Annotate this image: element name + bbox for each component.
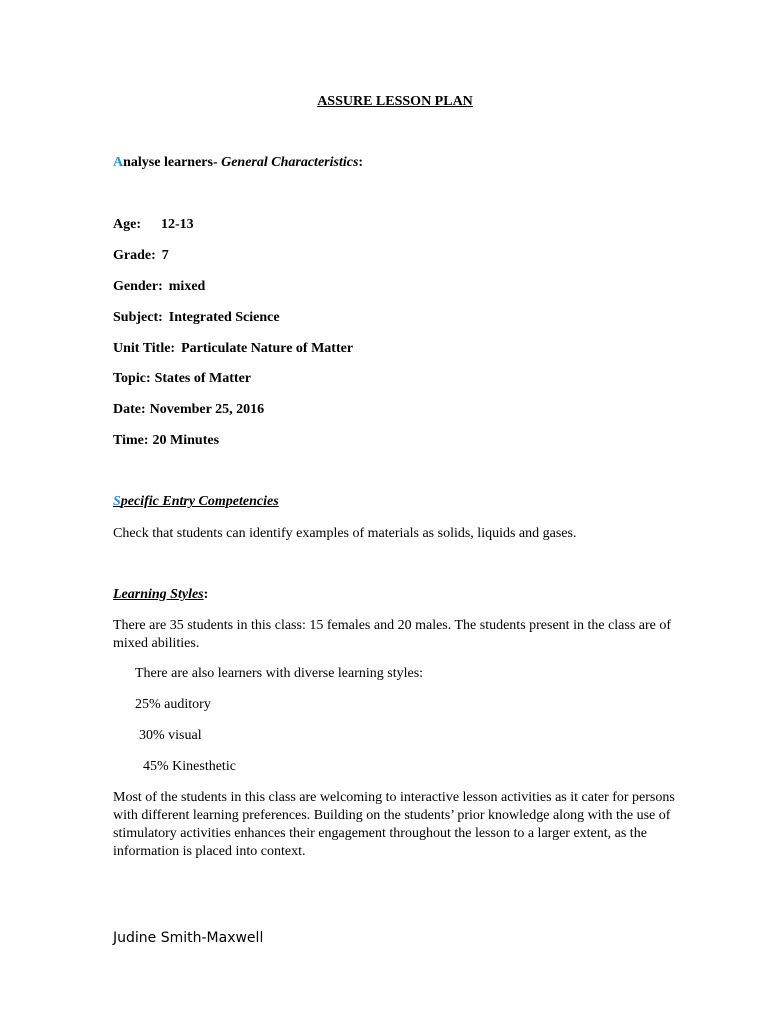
entry-competencies-heading — [113, 494, 279, 510]
diverse-styles-text: There are also learners with diverse learning styles: — [135, 666, 424, 681]
age-value: 12-13 — [161, 217, 194, 232]
topic-label: Topic: — [113, 371, 151, 386]
topic-value: States of Matter — [154, 371, 252, 386]
grade-label: Grade: — [113, 248, 156, 263]
learning-styles-heading — [113, 587, 208, 603]
gender-label: Gender: — [113, 279, 163, 294]
unit-title-field — [113, 341, 353, 357]
learning-styles-colon: : — [203, 587, 209, 602]
entry-competencies-text: Check that students can identify examples of materials as solids, liquids and gases. — [113, 526, 577, 541]
closing-paragraph: Most of the students in this class are welcoming to interactive lesson activities as it cater for persons with different learning preferences. Building on the students’ prior knowledge along with the use of stimulatory activities enhances their engagement throughout the lesson to a larger extent, as the information is placed into context. — [113, 790, 675, 859]
time-label: Time: — [113, 433, 149, 448]
time-value: 20 Minutes — [152, 433, 220, 448]
subject-label: Subject: — [113, 310, 163, 325]
footer-author: Judine Smith-Maxwell — [113, 930, 264, 946]
unit-title-value: Particulate Nature of Matter — [181, 341, 354, 356]
age-field — [113, 217, 194, 233]
time-field — [113, 433, 219, 449]
subject-value: Integrated Science — [168, 310, 280, 325]
learning-styles-label: Learning Styles — [113, 587, 204, 602]
learning-style-item: 25% auditory — [135, 697, 211, 712]
analyse-first-letter: A — [113, 155, 124, 170]
entry-first-letter: S — [113, 494, 121, 509]
analyse-rest: nalyse learners- — [123, 155, 222, 170]
topic-field — [113, 371, 251, 387]
subject-field — [113, 310, 280, 326]
gender-field — [113, 279, 205, 295]
class-composition-text: There are 35 students in this class: 15 females and 20 males. The students present in the class are of mixed abilities. — [113, 618, 672, 651]
page-title: ASSURE LESSON PLAN — [317, 94, 473, 109]
date-field — [113, 402, 264, 418]
grade-field — [113, 248, 169, 264]
analyse-learners-heading — [113, 155, 363, 171]
date-value: November 25, 2016 — [149, 402, 265, 417]
grade-value: 7 — [161, 248, 169, 263]
learning-style-item: 45% Kinesthetic — [143, 759, 236, 774]
age-label: Age: — [113, 217, 141, 232]
date-label: Date: — [113, 402, 146, 417]
gender-value: mixed — [168, 279, 206, 294]
entry-heading-rest: pecific Entry Competencies — [120, 494, 279, 509]
analyse-colon: : — [358, 155, 364, 170]
analyse-subtitle: General Characteristics — [221, 155, 359, 170]
unit-title-label: Unit Title: — [113, 341, 176, 356]
learning-style-item: 30% visual — [139, 728, 202, 743]
